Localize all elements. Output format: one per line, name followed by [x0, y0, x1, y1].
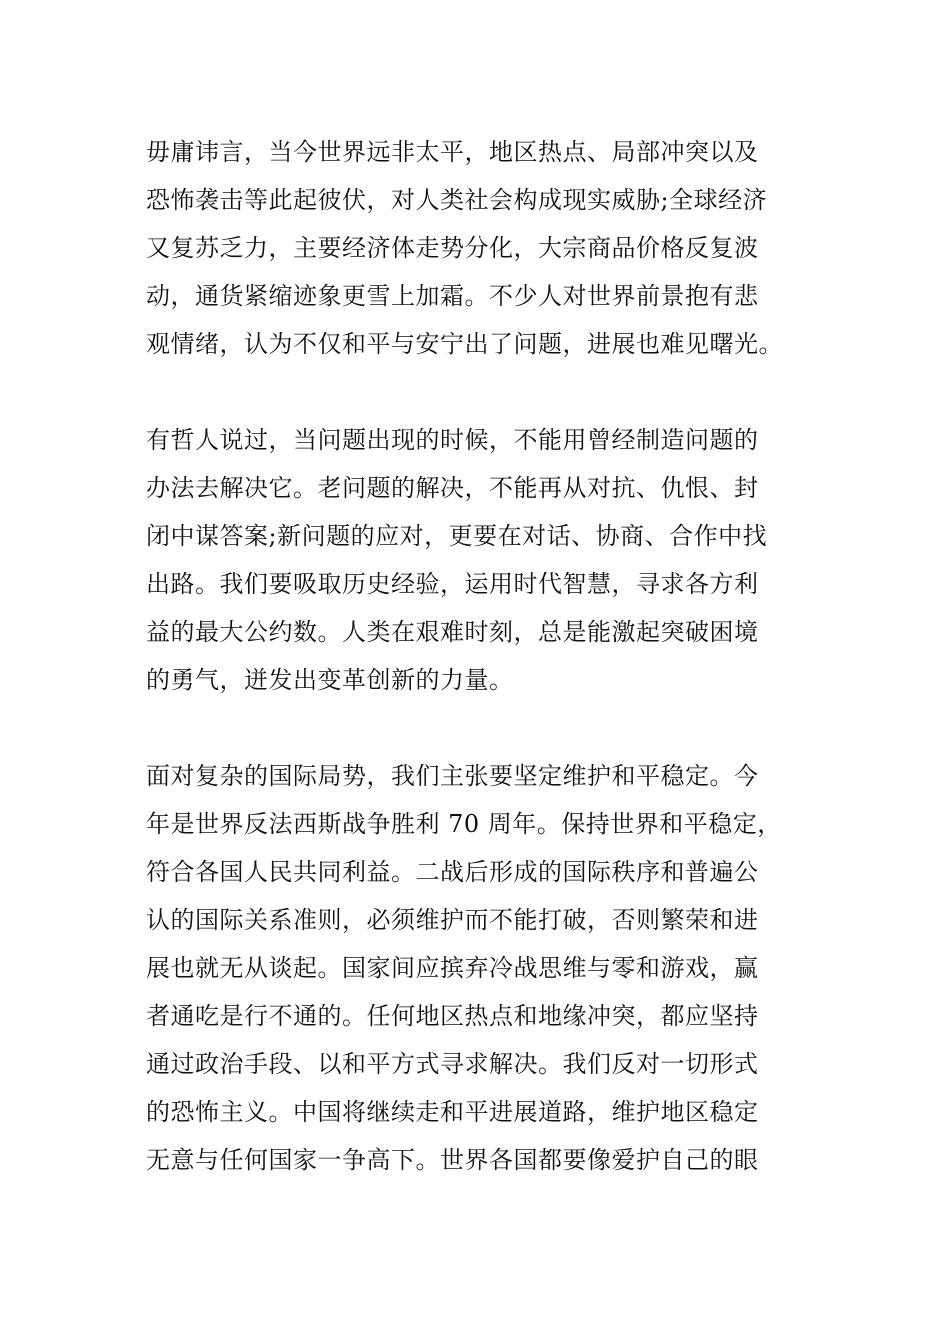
- document-body: [146, 128, 810, 1184]
- paragraph-3: [146, 752, 810, 1184]
- text-line: 观情绪，认为不仅和平与安宁出了问题，进展也难见曙光。: [146, 330, 783, 358]
- text-line: 恐怖袭击等此起彼伏，对人类社会构成现实威胁;全球经济: [146, 186, 768, 214]
- paragraph-1: [146, 128, 810, 368]
- text-line: 毋庸讳言，当今世界远非太平，地区热点、局部冲突以及: [146, 138, 759, 166]
- text-line: 的勇气，迸发出变革创新的力量。: [146, 666, 514, 694]
- text-line: 通过政治手段、以和平方式寻求解决。我们反对一切形式: [146, 1050, 759, 1078]
- text-line: 展也就无从谈起。国家间应摈弃冷战思维与零和游戏，赢: [146, 954, 759, 982]
- text-line: 闭中谋答案;新问题的应对，更要在对话、协商、合作中找: [146, 522, 768, 550]
- text-line: 出路。我们要吸取历史经验，运用时代智慧，寻求各方利: [146, 570, 759, 598]
- text-line: 无意与任何国家一争高下。世界各国都要像爱护自己的眼: [146, 1146, 759, 1174]
- text-line: 符合各国人民共同利益。二战后形成的国际秩序和普遍公: [146, 858, 759, 886]
- text-line: 年是世界反法西斯战争胜利 70 周年。保持世界和平稳定，: [146, 810, 782, 838]
- text-line: 认的国际关系准则，必须维护而不能打破，否则繁荣和进: [146, 906, 759, 934]
- text-line: 的恐怖主义。中国将继续走和平进展道路，维护地区稳定: [146, 1098, 759, 1126]
- paragraph-2: [146, 416, 810, 704]
- text-line: 面对复杂的国际局势，我们主张要坚定维护和平稳定。今: [146, 762, 759, 790]
- text-line: 有哲人说过，当问题出现的时候，不能用曾经制造问题的: [146, 426, 759, 454]
- paragraph-gap: [146, 704, 810, 752]
- text-line: 又复苏乏力，主要经济体走势分化，大宗商品价格反复波: [146, 234, 759, 262]
- text-line: 办法去解决它。老问题的解决，不能再从对抗、仇恨、封: [146, 474, 759, 502]
- text-line: 动，通货紧缩迹象更雪上加霜。不少人对世界前景抱有悲: [146, 282, 759, 310]
- text-line: 者通吃是行不通的。任何地区热点和地缘冲突，都应坚持: [146, 1002, 759, 1030]
- text-line: 益的最大公约数。人类在艰难时刻，总是能激起突破困境: [146, 618, 759, 646]
- paragraph-gap: [146, 368, 810, 416]
